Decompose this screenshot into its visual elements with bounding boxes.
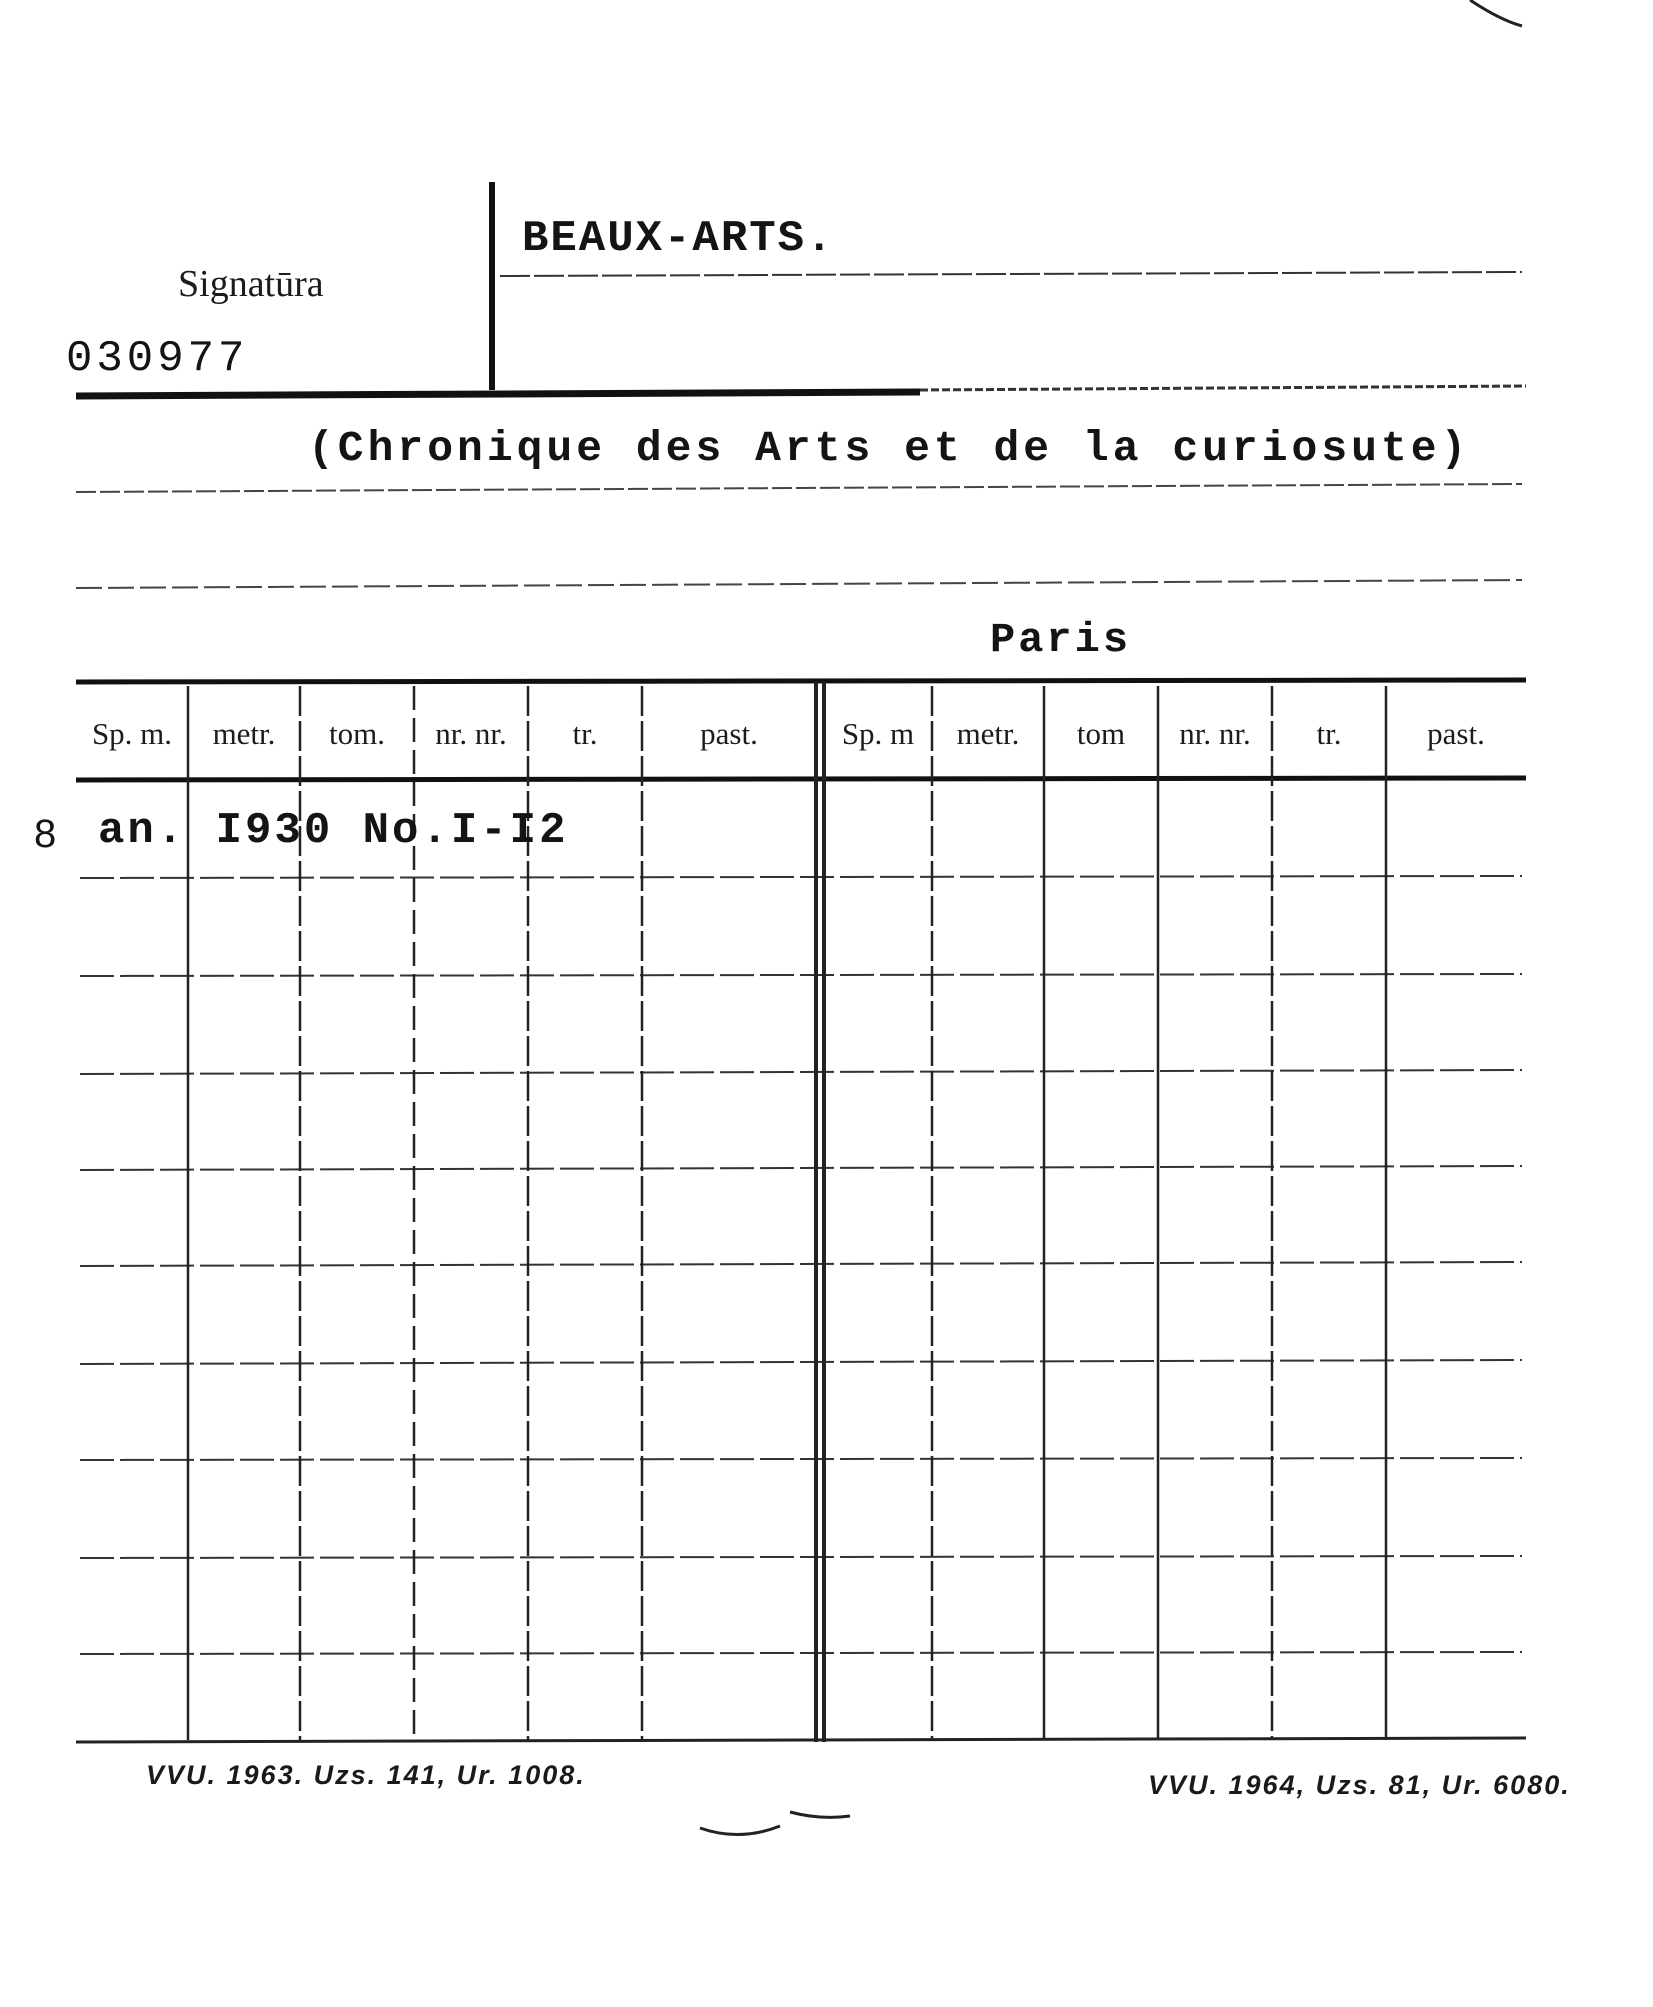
header-left-metr: metr. bbox=[212, 716, 276, 751]
header-left-sp-m: Sp. m. bbox=[91, 716, 173, 751]
pen-mark bbox=[700, 1826, 780, 1835]
header-rule bbox=[76, 778, 1526, 780]
entry-number: 8 bbox=[34, 812, 57, 856]
signatura-rule bbox=[76, 392, 920, 396]
header-right-past: past. bbox=[1427, 716, 1485, 751]
header-left-tr: tr. bbox=[572, 716, 598, 751]
card-subtitle: (Chronique des Arts et de la curiosute) bbox=[308, 424, 1471, 473]
header-right-nr-nr: nr. nr. bbox=[1179, 716, 1251, 751]
table-bottom-rule bbox=[76, 1738, 1526, 1742]
header-left-tom: tom. bbox=[329, 716, 385, 751]
signatura-value: 030977 bbox=[66, 334, 249, 384]
row-rules bbox=[80, 876, 1522, 1654]
signatura-rule-dotted bbox=[920, 386, 1526, 390]
header-right-tr: tr. bbox=[1316, 716, 1342, 751]
entry-holdings: an. I930 No.I-I2 bbox=[98, 806, 569, 856]
header-right-metr: metr. bbox=[956, 716, 1020, 751]
signatura-label: Signatūra bbox=[178, 263, 324, 305]
title-rule bbox=[500, 272, 1522, 276]
header-right-sp-m: Sp. m bbox=[841, 716, 915, 751]
header-left-past: past. bbox=[700, 716, 758, 751]
header-right-tom: tom bbox=[1076, 716, 1126, 751]
place-of-publication: Paris bbox=[990, 616, 1132, 664]
subtitle-rule bbox=[76, 484, 1522, 492]
header-left-nr-nr: nr. nr. bbox=[435, 716, 507, 751]
pen-mark-2 bbox=[790, 1812, 850, 1817]
blank-rule bbox=[76, 580, 1522, 588]
table-top-rule bbox=[76, 680, 1526, 682]
corner-mark bbox=[1470, 0, 1522, 26]
card-title: BEAUX-ARTS. bbox=[522, 214, 835, 264]
note-right: VVU. 1964, Uzs. 81, Ur. 6080. bbox=[1148, 1770, 1571, 1800]
note-left: VVU. 1963. Uzs. 141, Ur. 1008. bbox=[146, 1760, 586, 1790]
